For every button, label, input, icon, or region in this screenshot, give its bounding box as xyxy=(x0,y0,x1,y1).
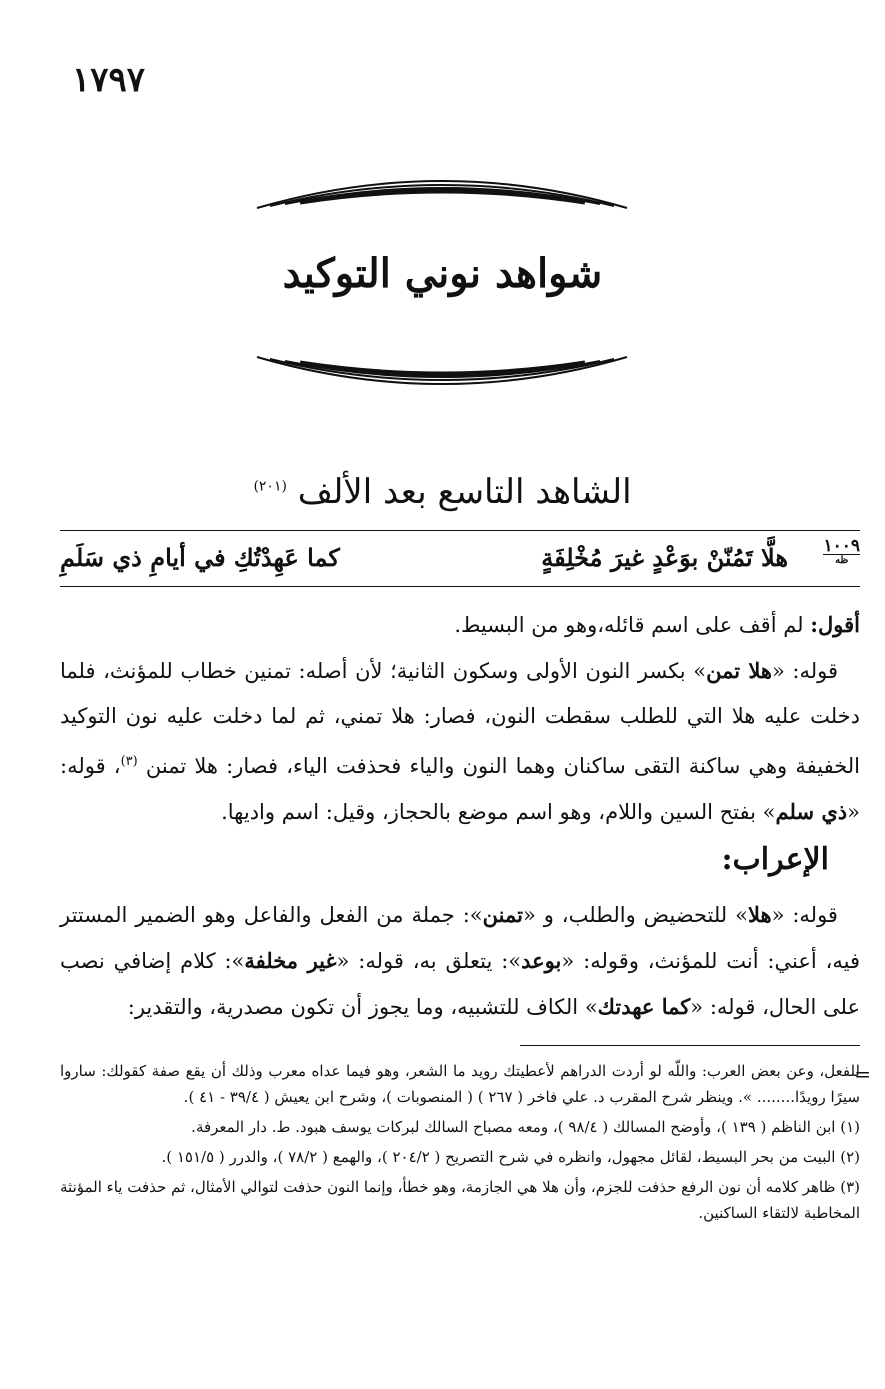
section-title xyxy=(0,472,885,512)
irab-text-3: »: يتعلق به، قوله: « xyxy=(336,949,522,973)
irab-text-1: » للتحضيض والطلب، و « xyxy=(522,903,748,927)
page-number: ١٧٩٧ xyxy=(72,60,146,100)
verse-reference: ظه xyxy=(823,554,860,567)
footnote-continuation: للفعل، وعن بعض العرب: واللّه لو أردت الدراهم لأعطيتك رويد ما الشعر، وهو فيما عداه معرب وذلك أن يقع صفة كقولك: ساروا سيرًا رويدًا........ ». وينظر شرح المقرب د. علي فاخر ( ٢٦٧ ) ( المنصوبات )، وشرح ابن يعيش ( ٣٩/٤ - ٤١ ). xyxy=(60,1062,860,1106)
irab-term-3: بوعد xyxy=(521,948,562,973)
section-footnote-ref: (٢٠١) xyxy=(253,478,287,495)
footnote-continuation-mark: = xyxy=(854,1062,871,1086)
footnotes-block xyxy=(60,1058,860,1230)
irab-text-5: » الكاف للتشبيه، وما يجوز أن تكون مصدرية، والتقدير: xyxy=(127,995,598,1019)
bottom-ornament xyxy=(0,355,885,405)
verse-bottom-rule xyxy=(60,586,860,587)
irab-term-4: غير مخلفة xyxy=(244,948,337,973)
irab-text-start: قوله: « xyxy=(771,903,838,927)
verse-second-hemistich: كما عَهِدْتُكِ في أيامِ ذي سَلَمِ xyxy=(60,543,340,572)
verse-number-value: ١٠٠٩ xyxy=(823,536,860,556)
commentary-lead: أقول: xyxy=(810,612,860,637)
irab-term-2: تمنن xyxy=(482,902,523,927)
commentary-paragraph xyxy=(60,648,860,835)
commentary-term-dhi-salam: ذي سلم xyxy=(775,799,848,824)
irab-text-4: »: كلام إضافي نصب على الحال، قوله: « xyxy=(60,949,860,1019)
verse-first-hemistich: هلَّا تَمُنّنْ بوَعْدٍ غيرَ مُخْلِفَةٍ xyxy=(541,543,788,572)
commentary-block xyxy=(60,602,860,835)
commentary-text-start: قوله: « xyxy=(771,659,839,683)
irab-term-5: كما عهدتك xyxy=(597,994,691,1019)
irab-paragraph xyxy=(60,892,860,1030)
footnote-2: (٢) البيت من بحر البسيط، لقائل مجهول، وانظره في شرح التصريح ( ٢٠٤/٢ )، والهمع ( ٧٨/٢ )، والدرر ( ١٥١/٥ ). xyxy=(161,1148,860,1166)
verse-number xyxy=(823,536,860,567)
footnote-3: (٣) ظاهر كلامه أن نون الرفع حذفت للجزم، وأن هلا هي الجازمة، وهو خطأ، وإنما النون حذفت لتوالي الأمثال، ثم حذفت ياء المؤنثة المخاطبة لالتقاء الساكنين. xyxy=(60,1178,860,1222)
top-ornament xyxy=(0,160,885,210)
irab-heading: الإعراب: xyxy=(721,842,829,877)
commentary-text-explanation: » بكسر النون الأولى وسكون الثانية؛ لأن أصله: تمنين خطاب للمؤنث، فلما دخلت عليه هلا التي للطلب سقطت النون، فصار: هلا تمني، ثم لما دخلت عليه نون التوكيد الخفيفة وهي ساكنة التقى ساكنان وهما النون والياء فحذفت الياء، فصار: هلا تمنن xyxy=(60,659,861,778)
irab-term-1: هلا xyxy=(747,902,772,927)
commentary-intro-text: لم أقف على اسم قائله،وهو من البسيط. xyxy=(454,613,804,637)
chapter-title: شواهد نوني التوكيد xyxy=(282,250,603,297)
commentary-text-mid: ، قوله: « xyxy=(60,754,860,824)
footnote-separator xyxy=(520,1045,860,1046)
footnote-1: (١) ابن الناظم ( ١٣٩ )، وأوضح المسالك ( ٩٨/٤ )، ومعه مصباح السالك لبركات يوسف هبود. ط. دار المعرفة. xyxy=(191,1118,860,1136)
commentary-footnote-marker: (٣) xyxy=(120,754,138,769)
commentary-intro xyxy=(60,602,860,648)
irab-text-2: »: جملة من الفعل والفاعل وهو الضمير المستتر فيه، أعني: أنت للمؤنث، وقوله: « xyxy=(60,903,861,973)
commentary-text-end: » بفتح السين واللام، وهو اسم موضع بالحجاز، وقيل: اسم واديها. xyxy=(221,800,776,824)
verse-line xyxy=(60,537,860,579)
section-title-text: الشاهد التاسع بعد الألف xyxy=(297,472,632,512)
commentary-term-hala-tamunna: هلا تمن xyxy=(706,658,772,683)
verse-top-rule xyxy=(60,530,860,531)
